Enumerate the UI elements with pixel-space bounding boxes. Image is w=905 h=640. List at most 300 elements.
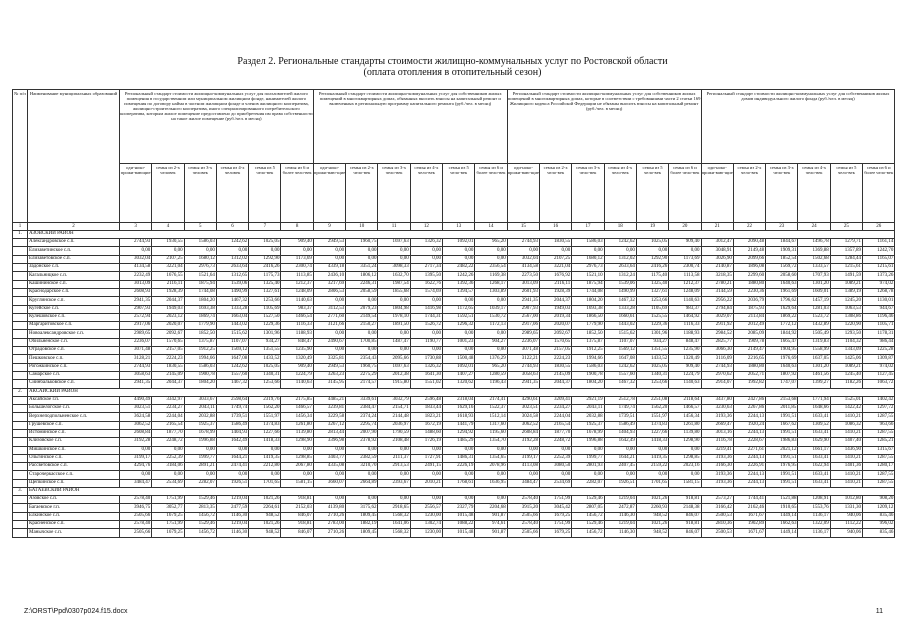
- value-cell: 908,20: [863, 496, 895, 504]
- value-cell: 1039,17: [475, 305, 507, 313]
- section-number: 3.: [13, 487, 28, 495]
- value-cell: 1909,31: [766, 247, 798, 255]
- row-number-cell: [13, 446, 28, 454]
- value-cell: 1633,41: [798, 429, 830, 437]
- value-cell: 1557,60: [604, 371, 636, 379]
- value-cell: 2608,84: [507, 429, 539, 437]
- value-cell: 1374,83: [249, 421, 281, 429]
- value-cell: 1726,19: [410, 438, 442, 446]
- value-cell: 2108,48: [378, 438, 410, 446]
- value-cell: 1419,35: [249, 454, 281, 462]
- value-cell: 4134,58: [507, 264, 539, 272]
- value-cell: 2601,93: [507, 288, 539, 296]
- row-number-cell: [13, 529, 28, 537]
- value-cell: 2282,07: [184, 479, 216, 487]
- municipality-name: Грушевское с.п.: [28, 421, 120, 429]
- value-cell: 2079,23: [346, 305, 378, 313]
- value-cell: 1490,99: [216, 288, 248, 296]
- value-cell: 1768,61: [443, 479, 475, 487]
- header-subcol-2-1: оди-ноко-прожи-ваю-щие: [313, 164, 345, 223]
- value-cell: 1105,69: [249, 305, 281, 313]
- header-subcol-2-2: семья из 2-х чело-век: [346, 164, 378, 223]
- value-cell: 1525,01: [830, 396, 862, 404]
- value-cell: 2572,94: [120, 313, 152, 321]
- value-cell: 0,00: [152, 247, 184, 255]
- value-cell: 3116,09: [701, 355, 733, 363]
- value-cell: 0,00: [378, 297, 410, 305]
- value-cell: 3032,79: [378, 396, 410, 404]
- value-cell: 1662,63: [766, 521, 798, 529]
- row-number-cell: [13, 264, 28, 272]
- value-cell: 1418,33: [636, 438, 668, 446]
- value-cell: 3199,17: [120, 454, 152, 462]
- value-cell: 1253,66: [249, 380, 281, 388]
- footer-file-path: Z:\ORST\Ppd\0307p024.f15.docx: [24, 608, 128, 615]
- value-cell: 3263,23: [313, 371, 345, 379]
- header-subcol-2-5: семья из 5 чело-век: [443, 164, 475, 223]
- value-cell: 1281,03: [798, 305, 830, 313]
- value-cell: 0,00: [507, 471, 539, 479]
- value-cell: 1665,47: [766, 338, 798, 346]
- value-cell: 0,00: [378, 255, 410, 263]
- value-cell: 2090,48: [733, 239, 765, 247]
- value-cell: 3339,61: [346, 396, 378, 404]
- municipality-name: Багаевское г.п.: [28, 504, 120, 512]
- table-row: [13, 446, 895, 454]
- value-cell: 0,00: [572, 471, 604, 479]
- value-cell: 974,02: [863, 363, 895, 371]
- value-cell: 1551,97: [249, 413, 281, 421]
- value-cell: 0,00: [249, 446, 281, 454]
- section-number: 2.: [13, 388, 28, 396]
- row-number-cell: [13, 504, 28, 512]
- value-cell: 1410,21: [830, 471, 862, 479]
- value-cell: 1285,21: [863, 438, 895, 446]
- value-cell: 1208,91: [798, 496, 830, 504]
- value-cell: 2159,22: [636, 463, 668, 471]
- value-cell: 2744,93: [507, 363, 539, 371]
- value-cell: 2116,11: [152, 280, 184, 288]
- municipality-name: Елкинское с.п.: [28, 512, 120, 520]
- value-cell: 2153,68: [766, 396, 798, 404]
- value-cell: 1877,70: [540, 429, 572, 437]
- row-number-cell: [13, 429, 28, 437]
- value-cell: 2244,13: [733, 454, 765, 462]
- table-row: [13, 288, 895, 296]
- value-cell: 1749,74: [216, 405, 248, 413]
- value-cell: 1021,26: [249, 521, 281, 529]
- value-cell: 1182,26: [830, 380, 862, 388]
- value-cell: 3239,81: [313, 405, 345, 413]
- value-cell: 2107,25: [152, 255, 184, 263]
- value-cell: 2236,07: [120, 338, 152, 346]
- value-cell: 974,61: [475, 521, 507, 529]
- header-subcol-4-5: семья из 5 чело-век: [830, 164, 862, 223]
- table-row: [13, 521, 895, 529]
- row-number-cell: [13, 521, 28, 529]
- row-number-cell: [13, 463, 28, 471]
- value-cell: 1140,63: [669, 297, 701, 305]
- value-cell: 2354,43: [346, 355, 378, 363]
- value-cell: 2984,52: [701, 330, 733, 338]
- municipality-name: Мишкинское с.п.: [28, 446, 120, 454]
- value-cell: 3192,28: [507, 438, 539, 446]
- value-cell: 1354,65: [475, 454, 507, 462]
- value-cell: 2300,74: [281, 264, 313, 272]
- value-cell: 1407,40: [830, 438, 862, 446]
- value-cell: 2598,64: [216, 396, 248, 404]
- value-cell: 1139,80: [281, 429, 313, 437]
- value-cell: 1809,45: [346, 512, 378, 520]
- value-cell: 918,81: [669, 521, 701, 529]
- value-cell: 1224,79: [281, 371, 313, 379]
- value-cell: 1539,06: [604, 280, 636, 288]
- value-cell: 909,40: [669, 363, 701, 371]
- value-cell: 965,20: [475, 239, 507, 247]
- value-cell: 3325,81: [313, 355, 345, 363]
- value-cell: 1369,88: [798, 247, 830, 255]
- value-cell: 1978,10: [378, 313, 410, 321]
- value-cell: 1139,80: [669, 429, 701, 437]
- value-cell: 1327,61: [636, 288, 668, 296]
- value-cell: 2918,65: [378, 504, 410, 512]
- value-cell: 2393,67: [378, 479, 410, 487]
- value-cell: 1227,66: [249, 429, 281, 437]
- value-cell: 918,81: [281, 496, 313, 504]
- value-cell: 2012,49: [733, 322, 765, 330]
- table-row: [13, 363, 895, 371]
- value-cell: 1727,91: [410, 454, 442, 462]
- header-subcol-1-1: оди-ноко-прожи-вающие: [120, 164, 152, 223]
- value-cell: 1015,48: [443, 512, 475, 520]
- municipality-name: Ольгинское с.п.: [28, 454, 120, 462]
- table-row: [13, 463, 895, 471]
- value-cell: 1302,74: [410, 521, 442, 529]
- value-cell: 2228,67: [733, 438, 765, 446]
- value-cell: 2150,27: [346, 322, 378, 330]
- value-cell: 1225,28: [863, 347, 895, 355]
- value-cell: 0,00: [346, 496, 378, 504]
- value-cell: 1925,37: [572, 421, 604, 429]
- value-cell: 2234,27: [540, 405, 572, 413]
- value-cell: 848,47: [281, 338, 313, 346]
- row-number-cell: [13, 239, 28, 247]
- value-cell: 2633,64: [604, 264, 636, 272]
- value-cell: 835,46: [863, 529, 895, 537]
- value-cell: 2248,72: [152, 438, 184, 446]
- value-cell: 1996,88: [572, 438, 604, 446]
- value-cell: 1464,92: [669, 313, 701, 321]
- table-row: [13, 247, 895, 255]
- value-cell: 1410,21: [830, 479, 862, 487]
- value-cell: 948,52: [636, 512, 668, 520]
- value-cell: 2113,84: [733, 313, 765, 321]
- value-cell: 1312,65: [216, 272, 248, 280]
- header-column-numbers: [13, 223, 895, 231]
- table-row: [13, 338, 895, 346]
- value-cell: 1644,21: [216, 454, 248, 462]
- header-group-3: Региональный стандарт стоимости жилищно-коммунальных услуг для собственников жилых помещений в многоквартирных домах, которые в соответствии с требованиями части 2 статьи 169 Жилищного кодекса Российской Федерации не обязаны вносить взносы на капитальный ремонт (руб./чел. в месяц): [507, 90, 701, 164]
- value-cell: 1322,09: [798, 521, 830, 529]
- value-cell: 0,00: [281, 446, 313, 454]
- value-cell: 1920,24: [733, 421, 765, 429]
- value-cell: 1410,21: [830, 413, 862, 421]
- value-cell: 1219,04: [216, 521, 248, 529]
- section-title: АЗОВСКИЙ РАЙОН: [28, 231, 895, 239]
- value-cell: 1196,46: [863, 313, 895, 321]
- value-cell: 1960,75: [346, 239, 378, 247]
- value-cell: 2710,26: [313, 512, 345, 520]
- value-cell: 1647,08: [604, 355, 636, 363]
- value-cell: 1693,38: [572, 305, 604, 313]
- value-cell: 2384,47: [346, 405, 378, 413]
- value-cell: 3026,90: [701, 255, 733, 263]
- header-col-number: 22: [733, 223, 765, 231]
- value-cell: 1568,32: [378, 529, 410, 537]
- value-cell: 2490,67: [313, 338, 345, 346]
- value-cell: 4290,61: [507, 396, 539, 404]
- value-cell: 2813,44: [313, 429, 345, 437]
- value-cell: 1529,46: [572, 521, 604, 529]
- value-cell: 1219,04: [604, 521, 636, 529]
- value-cell: 3116,78: [701, 438, 733, 446]
- value-cell: 2224,23: [540, 355, 572, 363]
- value-cell: 1116,33: [669, 322, 701, 330]
- value-cell: 1526,72: [410, 322, 442, 330]
- value-cell: 2921,19: [572, 396, 604, 404]
- header-subcol-4-1: оди-ноко-прожи-ваю-щие: [701, 164, 733, 223]
- value-cell: 1245,20: [830, 297, 862, 305]
- value-cell: 1340,31: [249, 371, 281, 379]
- value-cell: 3221,04: [152, 264, 184, 272]
- value-cell: 2010,21: [410, 479, 442, 487]
- header-col-number: 9: [313, 223, 345, 231]
- value-cell: 1287,55: [863, 479, 895, 487]
- value-cell: 2140,87: [701, 264, 733, 272]
- value-cell: 1301,20: [798, 363, 830, 371]
- value-cell: 1693,38: [184, 305, 216, 313]
- value-cell: 0,00: [346, 247, 378, 255]
- value-cell: 1001,23: [443, 338, 475, 346]
- value-cell: 1441,79: [443, 421, 475, 429]
- value-cell: 1568,32: [378, 512, 410, 520]
- value-cell: 1671,67: [733, 529, 765, 537]
- value-cell: 1679,25: [152, 512, 184, 520]
- row-number-cell: [13, 396, 28, 404]
- value-cell: 4335,08: [313, 463, 345, 471]
- value-cell: 1242,62: [604, 363, 636, 371]
- value-cell: 1648,66: [798, 405, 830, 413]
- row-number-cell: [13, 280, 28, 288]
- value-cell: 2505,66: [120, 512, 152, 520]
- header-col-number: 23: [766, 223, 798, 231]
- value-cell: 1749,74: [604, 405, 636, 413]
- value-cell: 4139,80: [313, 504, 345, 512]
- value-cell: 1308,86: [830, 313, 862, 321]
- value-cell: 0,00: [120, 471, 152, 479]
- value-cell: 2482,22: [443, 264, 475, 272]
- value-cell: 2275,29: [346, 371, 378, 379]
- value-cell: 1804,20: [572, 380, 604, 388]
- value-cell: 2044,37: [540, 380, 572, 388]
- municipality-name: Круглинское с.п.: [28, 297, 120, 305]
- value-cell: 2165,54: [540, 421, 572, 429]
- value-cell: 1925,37: [184, 421, 216, 429]
- value-cell: 1529,46: [184, 521, 216, 529]
- value-cell: 1287,55: [863, 471, 895, 479]
- value-cell: 1574,69: [410, 288, 442, 296]
- value-cell: 1875,94: [572, 280, 604, 288]
- value-cell: 1107,07: [604, 338, 636, 346]
- value-cell: 1242,62: [604, 239, 636, 247]
- value-cell: 1178,31: [863, 330, 895, 338]
- table-row: [13, 479, 895, 487]
- value-cell: 1562,20: [636, 405, 668, 413]
- value-cell: 2271,61: [733, 446, 765, 454]
- value-cell: 2941,35: [120, 380, 152, 388]
- value-cell: 1309,87: [863, 355, 895, 363]
- value-cell: 2244,13: [733, 413, 765, 421]
- value-cell: 1215,61: [830, 264, 862, 272]
- value-cell: 1261,80: [281, 421, 313, 429]
- value-cell: 3624,58: [120, 413, 152, 421]
- value-cell: 1063,53: [830, 305, 862, 313]
- value-cell: 1401,36: [830, 463, 862, 471]
- value-cell: 2234,27: [152, 405, 184, 413]
- value-cell: 2175,85: [281, 396, 313, 404]
- value-cell: 1926,51: [216, 479, 248, 487]
- value-cell: 1641,30: [410, 371, 442, 379]
- value-cell: 1880,80: [733, 363, 765, 371]
- header-col-number: 1: [13, 223, 28, 231]
- header-subcol-2-3: семья из 3-х чело-век: [378, 164, 410, 223]
- value-cell: 1195,60: [475, 429, 507, 437]
- value-cell: 0,00: [410, 471, 442, 479]
- value-cell: 0,00: [152, 471, 184, 479]
- header-subcol-2-4: семья из 4-х чело-век: [410, 164, 442, 223]
- value-cell: 1340,31: [636, 371, 668, 379]
- value-cell: 1433,52: [636, 355, 668, 363]
- municipality-name: Задонское с.п.: [28, 264, 120, 272]
- value-cell: 3199,17: [507, 454, 539, 462]
- value-cell: 2230,36: [733, 288, 765, 296]
- value-cell: 1443,02: [604, 322, 636, 330]
- value-cell: 2534,69: [152, 479, 184, 487]
- value-cell: 1467,32: [216, 380, 248, 388]
- value-cell: 1319,83: [798, 338, 830, 346]
- value-cell: 2032,88: [572, 413, 604, 421]
- municipality-name: Александровское с.п.: [28, 239, 120, 247]
- value-cell: 0,00: [346, 471, 378, 479]
- value-cell: 1751,99: [152, 521, 184, 529]
- table-row: [13, 255, 895, 263]
- value-cell: 1553,76: [798, 504, 830, 512]
- value-cell: 835,46: [863, 512, 895, 520]
- value-cell: 0,00: [410, 247, 442, 255]
- value-cell: 1676,55: [152, 272, 184, 280]
- value-cell: 1636,95: [475, 479, 507, 487]
- value-cell: 1219,04: [604, 496, 636, 504]
- value-cell: 1467,32: [604, 380, 636, 388]
- value-cell: 2949,53: [313, 363, 345, 371]
- value-cell: 2573,27: [701, 496, 733, 504]
- value-cell: 1025,05: [249, 239, 281, 247]
- value-cell: 2067,80: [281, 463, 313, 471]
- row-number-cell: [13, 313, 28, 321]
- value-cell: 1912,25: [572, 347, 604, 355]
- value-cell: 1146,30: [604, 529, 636, 537]
- value-cell: 3052,77: [152, 504, 184, 512]
- value-cell: 1215,61: [863, 264, 895, 272]
- value-cell: 1327,61: [249, 288, 281, 296]
- value-cell: 0,00: [475, 496, 507, 504]
- value-cell: 1395,50: [410, 272, 442, 280]
- value-cell: 2378,92: [346, 438, 378, 446]
- value-cell: 2044,37: [152, 380, 184, 388]
- value-cell: 3351,24: [346, 264, 378, 272]
- value-cell: 2505,66: [507, 529, 539, 537]
- value-cell: 3013,09: [507, 280, 539, 288]
- value-cell: 2327,79: [443, 504, 475, 512]
- value-cell: 1747,07: [766, 380, 798, 388]
- value-cell: 0,00: [184, 471, 216, 479]
- value-cell: 2911,92: [701, 322, 733, 330]
- value-cell: 2567,00: [507, 313, 539, 321]
- value-cell: 2825,77: [701, 338, 733, 346]
- value-cell: 2917,06: [507, 322, 539, 330]
- value-cell: 3013,09: [120, 280, 152, 288]
- table-row: [13, 421, 895, 429]
- value-cell: 2252,39: [540, 454, 572, 462]
- value-cell: 0,00: [378, 330, 410, 338]
- value-cell: 904,27: [475, 338, 507, 346]
- value-cell: 0,00: [313, 330, 345, 338]
- value-cell: 1375,87: [572, 338, 604, 346]
- value-cell: 2236,07: [507, 338, 539, 346]
- value-cell: 1551,02: [410, 380, 442, 388]
- value-cell: 948,52: [636, 529, 668, 537]
- value-cell: 1592,51: [443, 313, 475, 321]
- value-cell: 2152,03: [281, 504, 313, 512]
- value-cell: 0,00: [313, 347, 345, 355]
- table-row: [13, 347, 895, 355]
- value-cell: 1525,55: [636, 313, 668, 321]
- value-cell: 1467,32: [604, 297, 636, 305]
- value-cell: 1292,90: [249, 255, 281, 263]
- value-cell: 2976,73: [572, 264, 604, 272]
- value-cell: 2534,69: [540, 479, 572, 487]
- value-cell: 0,00: [313, 247, 345, 255]
- standards-table: [12, 89, 895, 538]
- value-cell: 1679,25: [540, 512, 572, 520]
- value-cell: 1173,69: [669, 255, 701, 263]
- value-cell: 1261,80: [669, 421, 701, 429]
- value-cell: 0,00: [443, 330, 475, 338]
- value-cell: 1456,72: [184, 529, 216, 537]
- table-row: [13, 264, 895, 272]
- value-cell: 1930,55: [152, 239, 184, 247]
- value-cell: 1294,92: [443, 429, 475, 437]
- header-name: Наименование муниципальных образований: [28, 90, 120, 223]
- value-cell: 1701,65: [636, 479, 668, 487]
- value-cell: 2282,07: [572, 479, 604, 487]
- value-cell: 1512,14: [475, 413, 507, 421]
- value-cell: 2319,76: [249, 396, 281, 404]
- value-cell: 1351,55: [249, 347, 281, 355]
- value-cell: 0,00: [507, 446, 539, 454]
- value-cell: 1949,03: [540, 305, 572, 313]
- row-number-cell: [13, 371, 28, 379]
